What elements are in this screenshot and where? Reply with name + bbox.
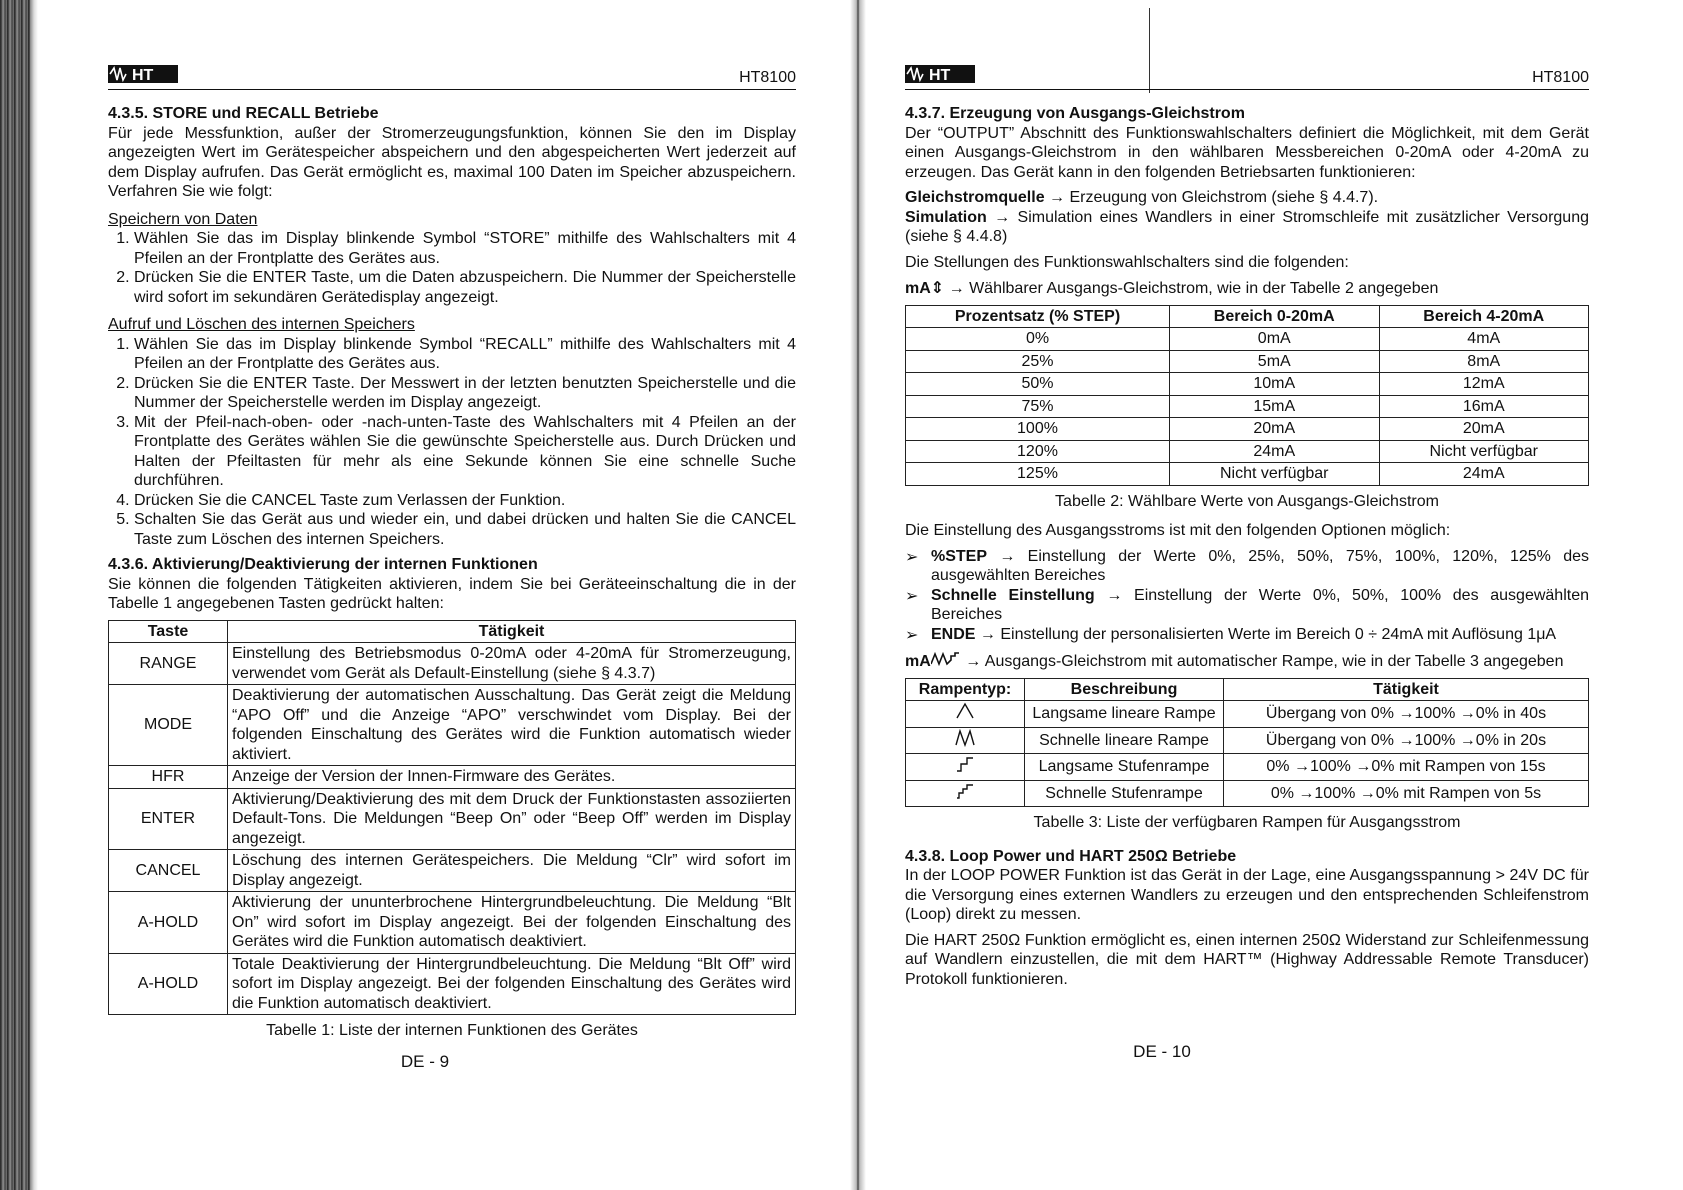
table-row — [109, 643, 796, 685]
page-header — [905, 55, 1589, 90]
table-cell: Nicht verfügbar — [1379, 440, 1589, 463]
table-header: Taste — [109, 620, 228, 643]
table-row — [906, 727, 1589, 754]
table-caption: Tabelle 3: Liste der verfügbaren Rampen für Ausgangsstrom — [1033, 814, 1461, 831]
list-item: 3. Mit der Pfeil-nach-oben- oder -nach-unten-Taste des Wahlschalters mit 4 Pfeilen an der Frontplatte des Gerätes wählen Sie die gewünschte Speicherstelle aus. Durch Drücken und Halten der Pfeiltasten für mehr als eine Sekunde können Sie eine schnelle Suche durchführen. — [134, 413, 796, 491]
table-cell: Löschung des internen Gerätespeichers. Die Meldung “Clr” wird sofort im Display angezeigt. — [228, 850, 796, 892]
table-row — [109, 788, 796, 850]
table-cell: Schnelle lineare Rampe — [1025, 727, 1224, 754]
list-item: ➢ ENDE → Einstellung der personalisierten Werte im Bereich 0 ÷ 24mA mit Auflösung 1μA — [905, 624, 1557, 644]
list-item: 1. Wählen Sie das im Display blinkende Symbol “RECALL” mithilfe des Wahlschalters mit 4 Pfeilen an der Frontplatte des Gerätes aus. — [134, 335, 796, 374]
section-intro: Der “OUTPUT” Abschnitt des Funktionswahlschalters definiert die Möglichkeit, mit dem Gerät einen Ausgangs-Gleichstrom in den wählbaren Messbereichen 0-20mA oder 4-20mA zu erzeugen. Das Gerät kann in den folgenden Betriebsarten funktionieren: — [905, 124, 1589, 181]
table-row — [109, 685, 796, 766]
table-row — [109, 953, 796, 1015]
table-cell: 0mA — [1170, 328, 1380, 351]
table-cell: 25% — [906, 350, 1170, 373]
table-cell: 75% — [906, 395, 1170, 418]
table-cell: 20mA — [1170, 418, 1380, 441]
table-cell: 12mA — [1379, 373, 1589, 396]
subheading-recall: Aufruf und Löschen des internen Speichers — [108, 316, 415, 333]
hart-paragraph: Die HART 250Ω Funktion ermöglicht es, einen internen 250Ω Widerstand zur Schleifenmessung auf Wandlern einzustellen, die mit dem HART™ (Highway Addressable Remote Transducer) Protokoll funktionieren. — [905, 931, 1589, 988]
table-cell: HFR — [109, 766, 228, 789]
table-cell: 120% — [906, 440, 1170, 463]
table-row — [906, 701, 1589, 728]
table-row — [109, 892, 796, 954]
slow-linear-ramp-icon — [953, 702, 977, 720]
table-cell: 10mA — [1170, 373, 1380, 396]
table-header: Beschreibung — [1025, 678, 1224, 701]
table-cell: 100% — [906, 418, 1170, 441]
left-page — [108, 55, 796, 1051]
table-cell: ENTER — [109, 788, 228, 850]
model-name: HT8100 — [739, 68, 796, 86]
options-intro: Die Einstellung des Ausgangsstroms ist mit den folgenden Optionen möglich: — [905, 522, 1451, 539]
table-cell: 50% — [906, 373, 1170, 396]
table-cell: 0% — [906, 328, 1170, 351]
table-cell: 4mA — [1379, 328, 1589, 351]
table-header: Bereich 0-20mA — [1170, 305, 1380, 328]
list-item: ➢ Schnelle Einstellung → Einstellung der Werte 0%, 50%, 100% des ausgewählten Bereiches — [905, 585, 1589, 623]
table-caption: Tabelle 1: Liste der internen Funktionen des Gerätes — [266, 1022, 638, 1039]
table-output-values — [905, 305, 1589, 486]
slow-step-ramp-icon — [953, 755, 977, 773]
table-cell: A-HOLD — [109, 892, 228, 954]
table-cell: 0% →100% →0% mit Rampen von 15s — [1224, 754, 1589, 781]
list-item: 2. Drücken Sie die ENTER Taste, um die Daten abzuspeichern. Die Nummer der Speicherstelle wird sofort im sekundären Gerätedisplay angezeigt. — [134, 268, 796, 307]
table-cell: 24mA — [1170, 440, 1380, 463]
table-cell: Schnelle Stufenrampe — [1025, 780, 1224, 807]
fast-step-ramp-icon — [953, 782, 977, 800]
bullet-arrow-icon: ➢ — [905, 624, 919, 644]
table-cell: 125% — [906, 463, 1170, 486]
table-header: Rampentyp: — [906, 678, 1025, 701]
table-row — [906, 463, 1589, 486]
ma-position: mA⇕ → Wählbarer Ausgangs-Gleichstrom, wie in der Tabelle 2 angegeben — [905, 278, 1439, 297]
mode-gleichstromquelle: Gleichstromquelle → Erzeugung von Gleichstrom (siehe § 4.4.7). — [905, 189, 1379, 206]
fast-linear-ramp-icon — [953, 729, 977, 747]
table-row — [109, 766, 796, 789]
table-cell: Aktivierung der ununterbrochene Hintergrundbeleuchtung. Die Meldung “Blt On” wird sofort im Display angezeigt. Bei der folgenden Einschaltung des Gerätes wird die Funktion automatisch deaktiviert. — [228, 892, 796, 954]
book-gutter — [850, 0, 866, 1190]
table-cell: Langsame Stufenrampe — [1025, 754, 1224, 781]
table-header: Tätigkeit — [1224, 678, 1589, 701]
ramp-symbol-icon — [931, 652, 961, 666]
table-row — [906, 754, 1589, 781]
table-row — [906, 395, 1589, 418]
svg-text:HT: HT — [929, 67, 951, 84]
scan-binding-shadow — [30, 0, 38, 1190]
section-intro: Für jede Messfunktion, außer der Stromerzeugungsfunktion, können Sie den im Display angezeigten Wert im Gerätespeicher abspeichern und den abgespeicherten Wert jederzeit auf dem Display aufrufen. Das Gerät ermöglicht es, maximal 100 Daten im Speicher abzuspeichern. Verfahren Sie wie folgt: — [108, 124, 796, 200]
up-down-arrow-icon: ⇕ — [930, 278, 945, 297]
table-cell: 5mA — [1170, 350, 1380, 373]
table-row — [906, 440, 1589, 463]
ht-logo — [905, 63, 977, 85]
table-cell: Anzeige der Version der Innen-Firmware des Gerätes. — [228, 766, 796, 789]
table-header: Tätigkeit — [228, 620, 796, 643]
page-header — [108, 55, 796, 90]
loop-power-paragraph: In der LOOP POWER Funktion ist das Gerät in der Lage, eine Ausgangsspannung > 24V DC für die Versorgung eines externen Wandlers zu erzeugen und den entsprechenden Schleifenstrom (Loop) direkt zu messen. — [905, 867, 1589, 923]
bullet-arrow-icon: ➢ — [905, 585, 919, 605]
options-list — [905, 547, 1589, 645]
table-cell: Deaktivierung der automatischen Ausschaltung. Das Gerät zeigt die Meldung “APO Off” und die Anzeige “APO” verschwindet vom Display. Bei der folgenden Einschaltung des Gerätes wird die Funktion automatisch wieder aktiviert. — [228, 685, 796, 766]
page-number: DE - 9 — [400, 1052, 450, 1071]
list-item: 2. Drücken Sie die ENTER Taste. Der Messwert in der letzten benutzten Speicherstelle und die Nummer der Speicherstelle werden im Display angezeigt. — [134, 374, 796, 413]
page-number: DE - 10 — [1133, 1042, 1191, 1061]
ramp-position: mA → Ausgangs-Gleichstrom mit automatischer Rampe, wie in der Tabelle 3 angegeben — [905, 653, 1564, 670]
table-header: Prozentsatz (% STEP) — [906, 305, 1170, 328]
positions-text: Die Stellungen des Funktionswahlschalters sind die folgenden: — [905, 253, 1349, 271]
ht-logo — [108, 63, 180, 85]
table-cell: CANCEL — [109, 850, 228, 892]
table-row — [906, 373, 1589, 396]
list-item: ➢ %STEP → Einstellung der Werte 0%, 25%, 50%, 75%, 100%, 120%, 125% des ausgewählten Bereiches — [905, 546, 1589, 584]
table-cell: Einstellung des Betriebsmodus 0-20mA oder 4-20mA für Stromerzeugung, verwendet vom Gerät als Default-Einstellung (siehe § 4.3.7) — [228, 643, 796, 685]
table-cell: Langsame lineare Rampe — [1025, 701, 1224, 728]
right-page — [905, 55, 1589, 995]
section-title-4-3-6: 4.3.6. Aktivierung/Deaktivierung der internen Funktionen — [108, 556, 538, 573]
table-cell: 0% →100% →0% mit Rampen von 5s — [1224, 780, 1589, 807]
table-internal-functions — [108, 620, 796, 1016]
table-cell: 8mA — [1379, 350, 1589, 373]
bullet-arrow-icon: ➢ — [905, 546, 919, 566]
table-row — [906, 780, 1589, 807]
table-cell: Übergang von 0% →100% →0% in 40s — [1224, 701, 1589, 728]
model-name: HT8100 — [1532, 68, 1589, 86]
recall-steps-list — [108, 335, 796, 550]
table-ramps — [905, 678, 1589, 808]
table-row — [109, 850, 796, 892]
table-cell: Übergang von 0% →100% →0% in 20s — [1224, 727, 1589, 754]
list-item: 4. Drücken Sie die CANCEL Taste zum Verlassen der Funktion. — [134, 491, 796, 511]
table-cell: 15mA — [1170, 395, 1380, 418]
table-cell: A-HOLD — [109, 953, 228, 1015]
scan-binding-edge — [0, 0, 30, 1190]
table-cell: 16mA — [1379, 395, 1589, 418]
table-cell: Nicht verfügbar — [1170, 463, 1380, 486]
save-steps-list — [108, 229, 796, 307]
subheading-save: Speichern von Daten — [108, 210, 258, 228]
section-title-4-3-7: 4.3.7. Erzeugung von Ausgangs-Gleichstrom — [905, 105, 1245, 122]
table-cell: MODE — [109, 685, 228, 766]
section-title-4-3-5: 4.3.5. STORE und RECALL Betriebe — [108, 105, 379, 122]
table-cell: RANGE — [109, 643, 228, 685]
table-cell: Totale Deaktivierung der Hintergrundbeleuchtung. Die Meldung “Blt Off” wird sofort im Display angezeigt. Bei der folgenden Einschaltung des Gerätes wird die Funktion automatisch deaktiviert. — [228, 953, 796, 1015]
table-cell: Aktivierung/Deaktivierung des mit dem Druck der Funktionstasten assoziierten Default-Tons. Die Meldungen “Beep On” oder “Beep Off” werden im Display angezeigt. — [228, 788, 796, 850]
list-item: 1. Wählen Sie das im Display blinkende Symbol “STORE” mithilfe des Wahlschalters mit 4 Pfeilen an der Frontplatte des Gerätes aus. — [134, 229, 796, 268]
table-row — [906, 328, 1589, 351]
table-row — [906, 418, 1589, 441]
svg-text:HT: HT — [132, 67, 154, 84]
section-intro: Sie können die folgenden Tätigkeiten aktivieren, indem Sie bei Geräteeinschaltung die in der Tabelle 1 angegebenen Tasten gedrückt halten: — [108, 575, 796, 612]
table-cell: 20mA — [1379, 418, 1589, 441]
section-title-4-3-8: 4.3.8. Loop Power und HART 250Ω Betriebe — [905, 847, 1237, 865]
table-caption: Tabelle 2: Wählbare Werte von Ausgangs-Gleichstrom — [1055, 492, 1439, 510]
list-item: 5. Schalten Sie das Gerät aus und wieder ein, und dabei drücken und halten Sie die CANCEL Taste zum Löschen des internen Speichers. — [134, 510, 796, 549]
mode-simulation: Simulation → Simulation eines Wandlers in einer Stromschleife mit zusätzlicher Versorgung (siehe § 4.4.8) — [905, 208, 1589, 245]
table-header: Bereich 4-20mA — [1379, 305, 1589, 328]
table-row — [906, 350, 1589, 373]
table-cell: 24mA — [1379, 463, 1589, 486]
